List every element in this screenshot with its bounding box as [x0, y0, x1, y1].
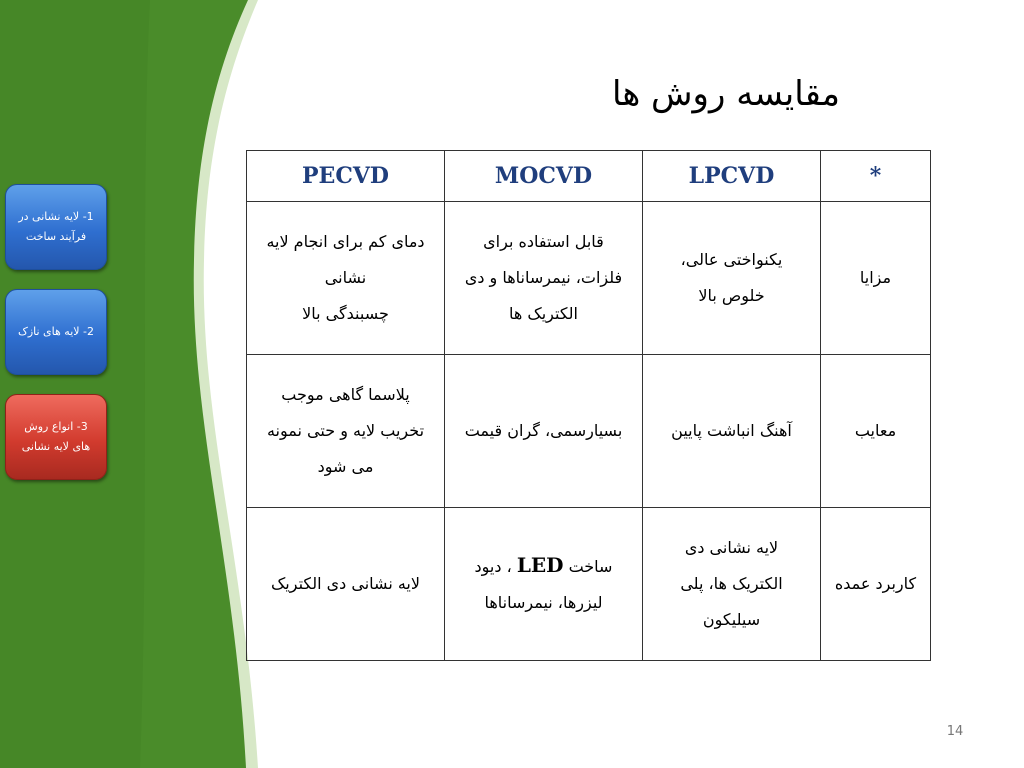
page-number: 14	[946, 724, 964, 739]
cell-pecvd-disadvantages: پلاسما گاهی موجب تخریب لایه و حتی نمونه می شود	[247, 355, 445, 508]
cell-lpcvd-disadvantages: آهنگ انباشت پایین	[643, 355, 821, 508]
cell-mocvd-applications	[445, 508, 643, 661]
nav-item-label: 1- لایه نشانی در فرآیند ساخت	[18, 210, 94, 243]
header-pecvd: PECVD	[247, 151, 445, 202]
table-row-disadvantages	[247, 355, 931, 508]
nav-item-label: 3- انواع روش های لایه نشانی	[21, 420, 91, 453]
row-label-applications: کاربرد عمده	[821, 508, 931, 661]
nav-item-deposition-methods[interactable]	[5, 394, 107, 480]
header-lpcvd: LPCVD	[643, 151, 821, 202]
wave-inner-shade	[0, 0, 150, 768]
table-row-applications	[247, 508, 931, 661]
cell-lpcvd-applications: لایه نشانی دی الکتریک ها، پلی سیلیکون	[643, 508, 821, 661]
header-corner: *	[821, 151, 931, 202]
nav-item-label: 2- لایه های نازک	[17, 325, 95, 338]
mocvd-app-prefix: ساخت	[568, 557, 613, 576]
row-label-disadvantages: معایب	[821, 355, 931, 508]
row-label-advantages: مزایا	[821, 202, 931, 355]
cell-pecvd-advantages: دمای کم برای انجام لایه نشانی چسبندگی بالا	[247, 202, 445, 355]
comparison-table	[246, 150, 931, 661]
nav-item-thin-films[interactable]	[5, 289, 107, 375]
cell-lpcvd-advantages: یکنواختی عالی، خلوص بالا	[643, 202, 821, 355]
page-title: مقایسه روش ها	[611, 74, 840, 114]
header-mocvd: MOCVD	[445, 151, 643, 202]
cell-pecvd-applications: لایه نشانی دی الکتریک	[247, 508, 445, 661]
cell-mocvd-disadvantages: بسیارسمی، گران قیمت	[445, 355, 643, 508]
nav-item-deposition-in-fabrication[interactable]	[5, 184, 107, 270]
table-header-row	[247, 151, 931, 202]
table-row-advantages	[247, 202, 931, 355]
mocvd-app-suffix: ، دیود لیزرها، نیمرسانا‌ها	[474, 557, 603, 612]
cell-mocvd-advantages: قابل استفاده برای فلزات، نیمرسانا‌ها و دی الکتریک ها	[445, 202, 643, 355]
mocvd-app-led: LED	[516, 553, 564, 577]
